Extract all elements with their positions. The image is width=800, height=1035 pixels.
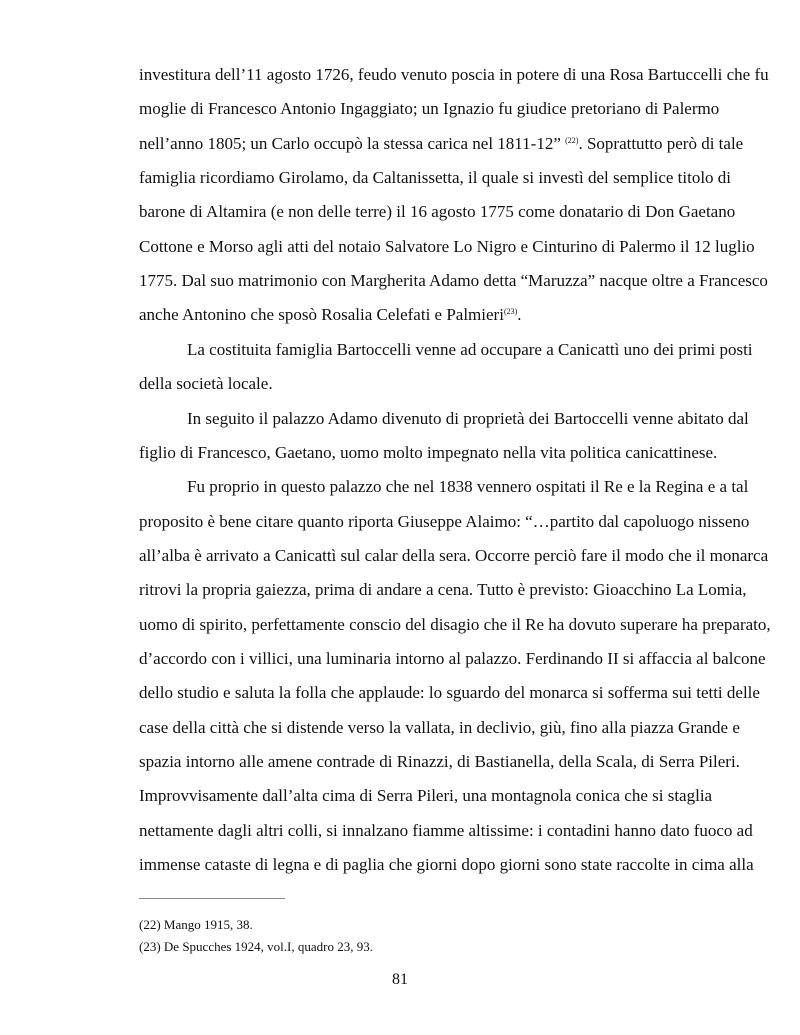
- body-line: nettamente dagli altri colli, si innalzano fiamme altissime: i contadini hanno dato fuoco ad: [139, 821, 753, 840]
- body-line: investitura dell’11 agosto 1726, feudo venuto poscia in potere di una Rosa Bartuccelli che fu: [139, 65, 769, 84]
- footnote-separator: [139, 898, 285, 899]
- body-text: nell’anno 1805; un Carlo occupò la stessa carica nel 1811-12”: [139, 134, 561, 153]
- body-line: uomo di spirito, perfettamente conscio del disagio che il Re ha dovuto superare ha preparato,: [139, 615, 771, 634]
- footnote: (22) Mango 1915, 38.: [139, 917, 253, 932]
- page-number: 81: [392, 971, 408, 988]
- footnote: (23) De Spucches 1924, vol.I, quadro 23, 93.: [139, 939, 373, 954]
- body-line: case della città che si distende verso la vallata, in declivio, giù, fino alla piazza Grande e: [139, 718, 740, 737]
- body-line: ritrovi la propria gaiezza, prima di andare a cena. Tutto è previsto: Gioacchino La Lomia,: [139, 580, 747, 599]
- body-line: famiglia ricordiamo Girolamo, da Caltanissetta, il quale si investì del semplice titolo di: [139, 168, 732, 187]
- body-line: Improvvisamente dall’alta cima di Serra Pileri, una montagnola conica che si staglia: [139, 786, 713, 805]
- footnote-ref: (22): [565, 136, 579, 145]
- body-line: In seguito il palazzo Adamo divenuto di proprietà dei Bartoccelli venne abitato dal: [187, 409, 749, 428]
- body-text: . Soprattutto però di tale: [578, 134, 744, 153]
- body-line: Cottone e Morso agli atti del notaio Salvatore Lo Nigro e Cinturino di Palermo il 12 luglio: [139, 237, 755, 256]
- body-line: proposito è bene citare quanto riporta Giuseppe Alaimo: “…partito dal capoluogo nisseno: [139, 512, 750, 531]
- body-line: La costituita famiglia Bartoccelli venne ad occupare a Canicattì uno dei primi posti: [187, 340, 753, 359]
- body-text: anche Antonino che sposò Rosalia Celefati e Palmieri: [139, 305, 504, 324]
- body-line: figlio di Francesco, Gaetano, uomo molto impegnato nella vita politica canicattinese.: [139, 443, 718, 462]
- body-line: all’alba è arrivato a Canicattì sul calar della sera. Occorre perciò fare il modo che il monarca: [139, 546, 769, 565]
- footnote-ref: (23): [503, 307, 518, 316]
- body-line: dello studio e saluta la folla che applaude: lo sguardo del monarca si sofferma sui tetti delle: [139, 683, 760, 702]
- body-line: della società locale.: [139, 374, 273, 393]
- body-line: [139, 134, 744, 154]
- body-line: d’accordo con i villici, una luminaria intorno al palazzo. Ferdinando II si affaccia al balcone: [139, 649, 766, 668]
- body-line: moglie di Francesco Antonio Ingaggiato; un Ignazio fu giudice pretoriano di Palermo: [139, 99, 720, 118]
- body-text: .: [517, 305, 522, 324]
- body-line: Fu proprio in questo palazzo che nel 1838 vennero ospitati il Re e la Regina e a tal: [187, 477, 749, 496]
- body-line: barone di Altamira (e non delle terre) il 16 agosto 1775 come donatario di Don Gaetano: [139, 202, 736, 221]
- body-line: [139, 305, 710, 325]
- body-line: immense cataste di legna e di paglia che giorni dopo giorni sono state raccolte in cima alla: [139, 855, 754, 874]
- body-line: 1775. Dal suo matrimonio con Margherita Adamo detta “Maruzza” nacque oltre a Francesco: [139, 271, 768, 290]
- body-line: spazia intorno alle amene contrade di Rinazzi, di Bastianella, della Scala, di Serra Pileri.: [139, 752, 740, 771]
